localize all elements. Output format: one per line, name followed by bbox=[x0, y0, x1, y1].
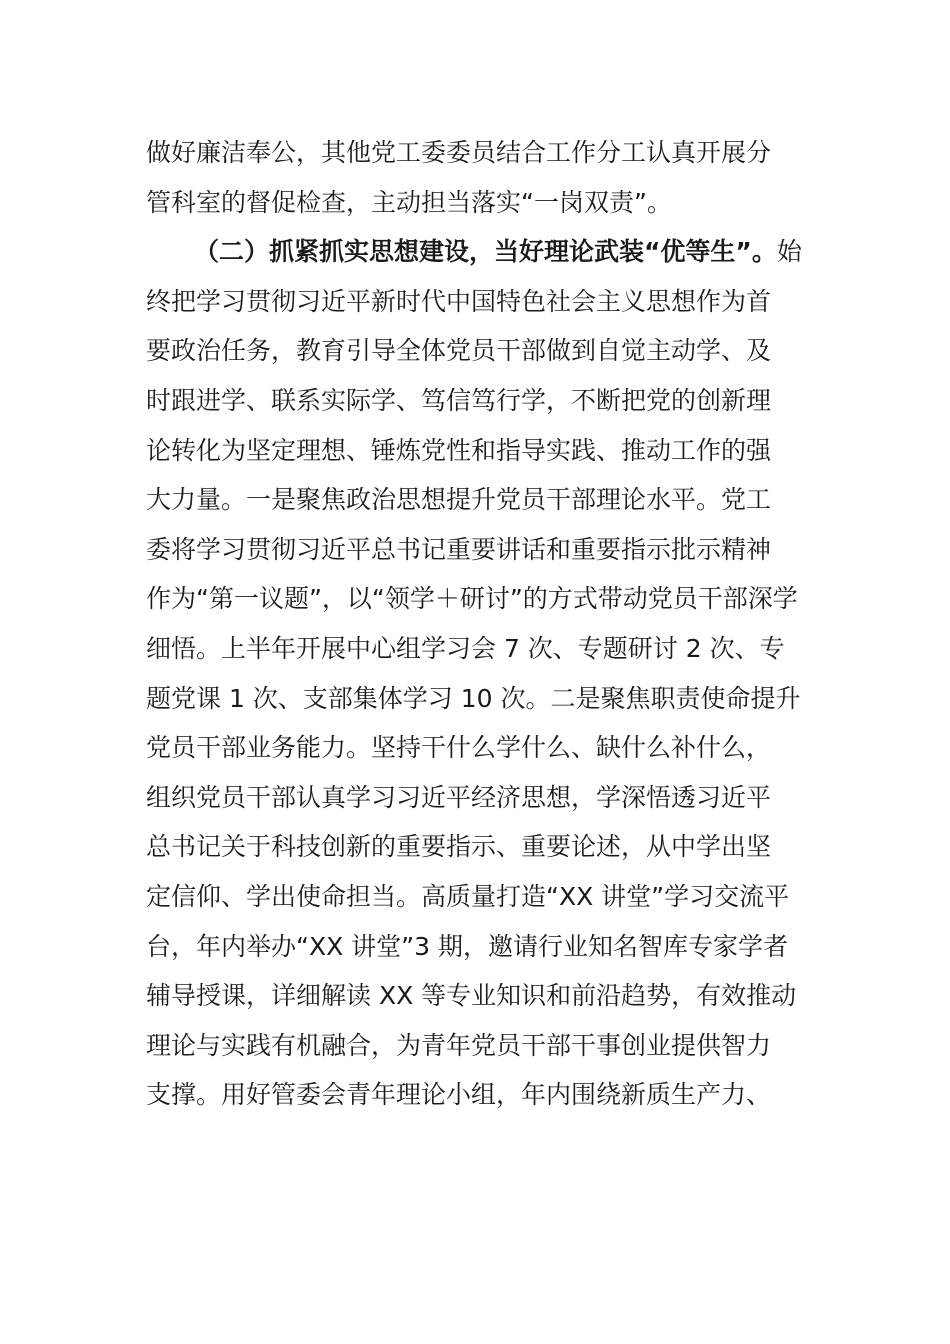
paragraph-line: 作为“第一议题”，以“领学＋研讨”的方式带动党员干部深学 bbox=[146, 584, 798, 614]
paragraph-line: 终把学习贯彻习近平新时代中国特色社会主义思想作为首 bbox=[146, 286, 772, 316]
paragraph-1 bbox=[146, 128, 806, 227]
paragraph-line: 要政治任务，教育引导全体党员干部做到自觉主动学、及 bbox=[146, 336, 772, 366]
paragraph-line: 论转化为坚定理想、锤炼党性和指导实践、推动工作的强 bbox=[146, 435, 772, 465]
paragraph-line: 做好廉洁奉公，其他党工委委员结合工作分工认真开展分 bbox=[146, 138, 772, 167]
paragraph-line: 党员干部业务能力。坚持干什么学什么、缺什么补什么， bbox=[146, 733, 772, 763]
paragraph-line: 委将学习贯彻习近平总书记重要讲话和重要指示批示精神 bbox=[146, 534, 772, 564]
paragraph-line: 管科室的督促检查，主动担当落实“一岗双责”。 bbox=[146, 187, 672, 217]
paragraph-first-line bbox=[146, 227, 806, 277]
section-heading: （二）抓紧抓实思想建设，当好理论武装“优等生”。 bbox=[194, 237, 777, 267]
paragraph-line: 大力量。一是聚焦政治思想提升党员干部理论水平。党工 bbox=[146, 485, 772, 515]
paragraph-line: 台，年内举办“XX 讲堂”3 期，邀请行业知名智库专家学者 bbox=[146, 931, 788, 961]
paragraph-line: 时跟进学、联系实际学、笃信笃行学，不断把党的创新理 bbox=[146, 385, 772, 415]
paragraph-line: 组织党员干部认真学习习近平经济思想，学深悟透习近平 bbox=[146, 782, 772, 812]
paragraph-line: 细悟。上半年开展中心组学习会 7 次、专题研讨 2 次、专 bbox=[146, 633, 785, 663]
paragraph-2 bbox=[146, 227, 806, 1120]
paragraph-line-tail: 始 bbox=[776, 237, 802, 267]
paragraph-line: 支撑。用好管委会青年理论小组，年内围绕新质生产力、 bbox=[146, 1080, 772, 1110]
paragraph-line: 总书记关于科技创新的重要指示、重要论述，从中学出坚 bbox=[146, 832, 772, 862]
paragraph-line: 辅导授课，详细解读 XX 等专业知识和前沿趋势，有效推动 bbox=[146, 981, 797, 1011]
paragraph-line: 理论与实践有机融合，为青年党员干部干事创业提供智力 bbox=[146, 1030, 772, 1060]
paragraph-line: 题党课 1 次、支部集体学习 10 次。二是聚焦职责使命提升 bbox=[146, 683, 801, 713]
paragraph-line: 定信仰、学出使命担当。高质量打造“XX 讲堂”学习交流平 bbox=[146, 881, 790, 911]
document-body bbox=[146, 128, 806, 1120]
